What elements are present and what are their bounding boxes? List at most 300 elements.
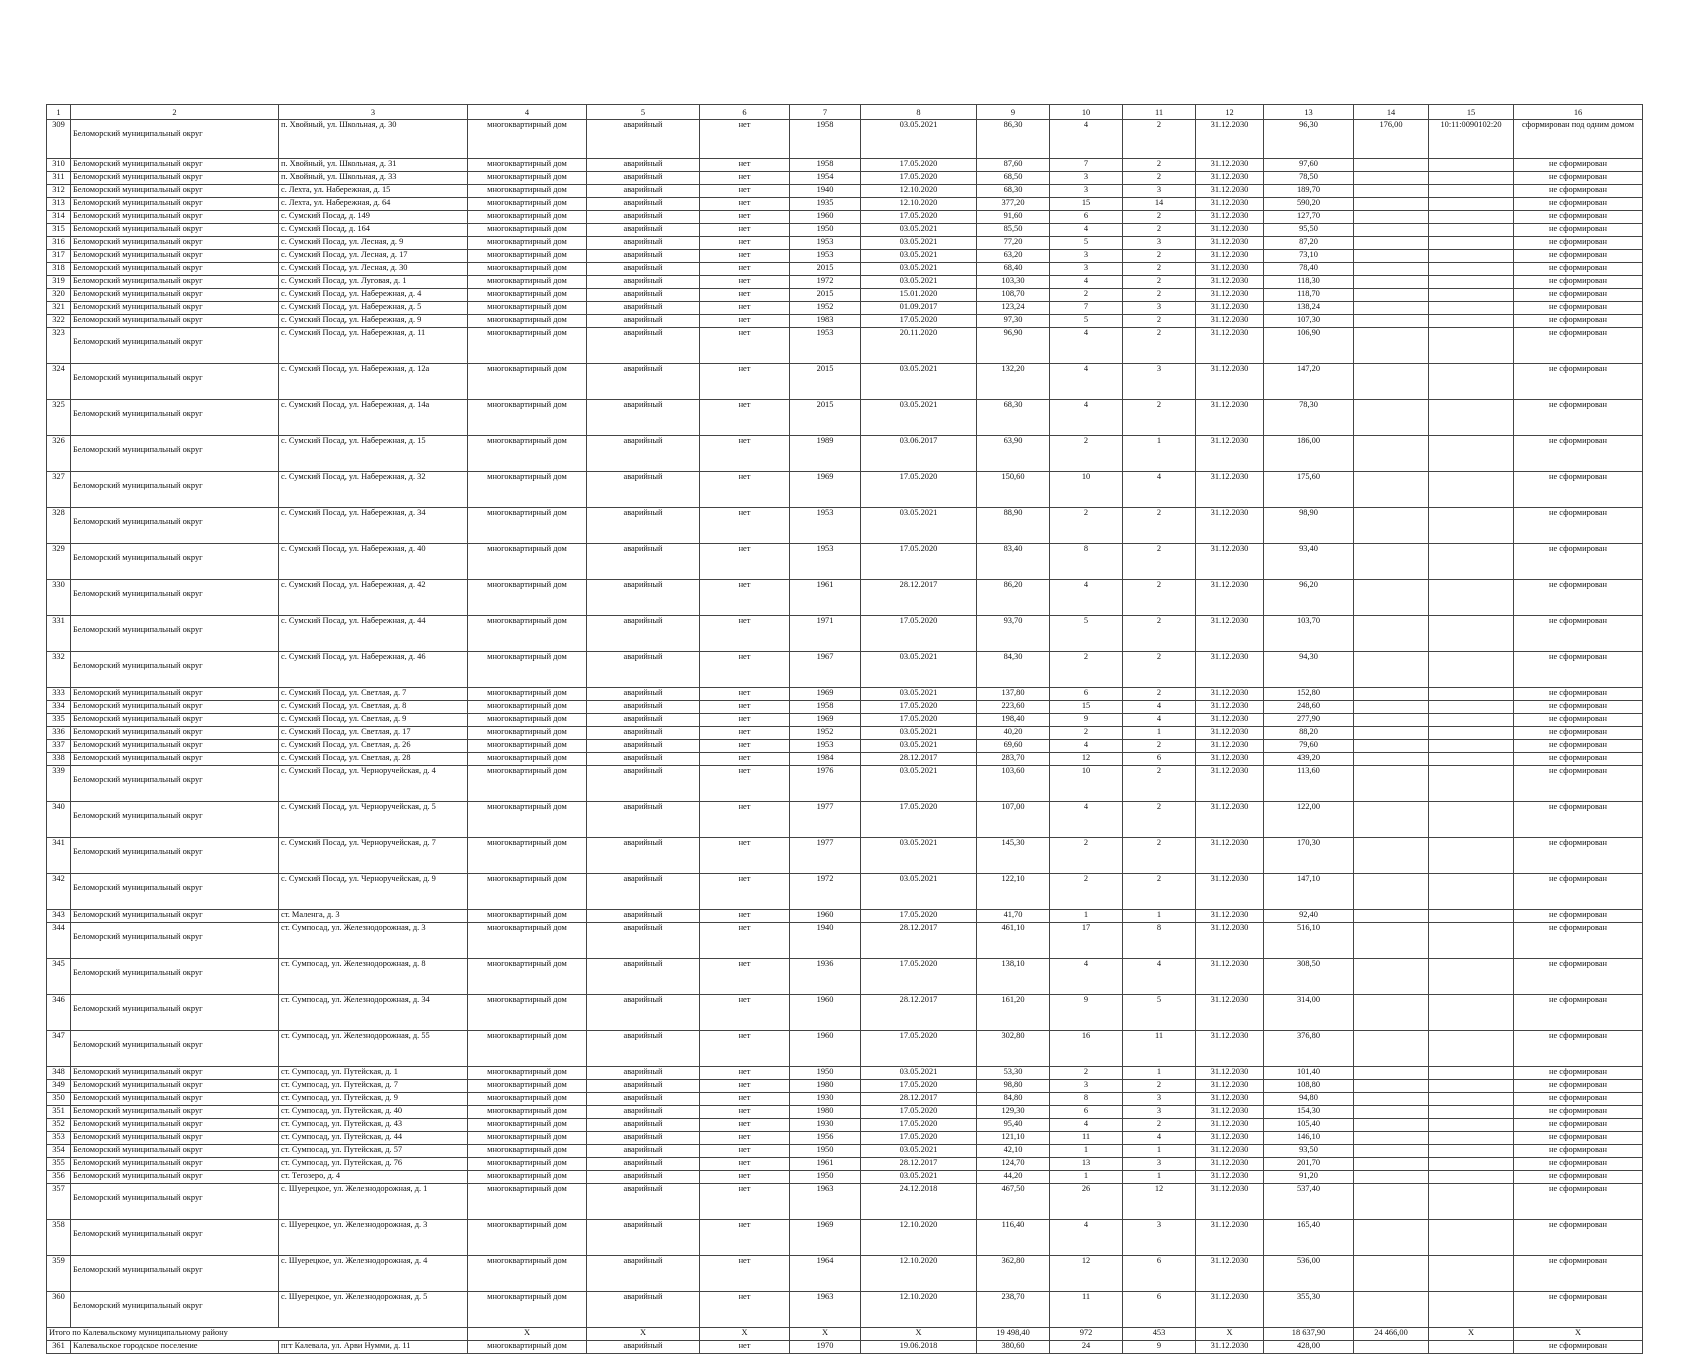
cell: 2 <box>1123 224 1196 237</box>
cell: Беломорский муниципальный округ <box>71 753 279 766</box>
cell: 5 <box>1050 237 1123 250</box>
cell <box>1429 1292 1514 1328</box>
cell: с. Сумский Посад, ул. Черноручейская, д. 9 <box>279 874 468 910</box>
cell: многоквартирный дом <box>468 172 587 185</box>
cell <box>1429 237 1514 250</box>
table-row <box>47 364 1643 400</box>
table-row <box>47 740 1643 753</box>
cell: 107,30 <box>1264 315 1354 328</box>
cell: с. Сумский Посад, ул. Черноручейская, д. 4 <box>279 766 468 802</box>
cell: 96,90 <box>977 328 1050 364</box>
cell <box>1354 172 1429 185</box>
cell: 161,20 <box>977 995 1050 1031</box>
cell <box>1354 910 1429 923</box>
cell: 4 <box>1050 120 1123 159</box>
cell: 31.12.2030 <box>1196 959 1264 995</box>
row-number-cell: 331 <box>47 616 71 652</box>
cell: 96,30 <box>1264 120 1354 159</box>
cell: не сформирован <box>1514 688 1643 701</box>
cell: аварийный <box>587 1341 700 1354</box>
cell: Беломорский муниципальный округ <box>71 472 279 508</box>
cell: 2 <box>1123 766 1196 802</box>
cell: Беломорский муниципальный округ <box>71 1031 279 1067</box>
cell: многоквартирный дом <box>468 289 587 302</box>
row-number-cell: 323 <box>47 328 71 364</box>
cell: нет <box>700 580 790 616</box>
cell: с. Сумский Посад, ул. Набережная, д. 32 <box>279 472 468 508</box>
cell: 31.12.2030 <box>1196 400 1264 436</box>
cell: 68,30 <box>977 400 1050 436</box>
cell: ст. Тегозеро, д. 4 <box>279 1171 468 1184</box>
cell: Беломорский муниципальный округ <box>71 172 279 185</box>
table-row <box>47 159 1643 172</box>
cell <box>1354 1171 1429 1184</box>
row-number-cell: 357 <box>47 1184 71 1220</box>
row-number-cell: 310 <box>47 159 71 172</box>
cell: не сформирован <box>1514 580 1643 616</box>
cell: 223,60 <box>977 701 1050 714</box>
cell: ст. Сумпосад, ул. Путейская, д. 1 <box>279 1067 468 1080</box>
cell: 31.12.2030 <box>1196 315 1264 328</box>
cell: 362,80 <box>977 1256 1050 1292</box>
total-cell: Х <box>1429 1328 1514 1341</box>
cell: 31.12.2030 <box>1196 701 1264 714</box>
cell: не сформирован <box>1514 959 1643 995</box>
cell: 88,20 <box>1264 727 1354 740</box>
cell: не сформирован <box>1514 838 1643 874</box>
cell: 2 <box>1123 544 1196 580</box>
cell: 31.12.2030 <box>1196 328 1264 364</box>
cell: 03.05.2021 <box>861 838 977 874</box>
cell: 1 <box>1050 910 1123 923</box>
cell: 1 <box>1123 727 1196 740</box>
cell: 1958 <box>790 701 861 714</box>
cell: 5 <box>1050 616 1123 652</box>
cell <box>1354 315 1429 328</box>
cell: многоквартирный дом <box>468 1132 587 1145</box>
cell: не сформирован <box>1514 302 1643 315</box>
cell: 10 <box>1050 472 1123 508</box>
cell: нет <box>700 472 790 508</box>
cell: 4 <box>1050 1220 1123 1256</box>
cell: 138,10 <box>977 959 1050 995</box>
total-cell: 18 637,90 <box>1264 1328 1354 1341</box>
cell: 03.05.2021 <box>861 652 977 688</box>
cell: 31.12.2030 <box>1196 714 1264 727</box>
cell: нет <box>700 328 790 364</box>
cell: 03.05.2021 <box>861 400 977 436</box>
cell: 461,10 <box>977 923 1050 959</box>
cell: Беломорский муниципальный округ <box>71 276 279 289</box>
cell: аварийный <box>587 328 700 364</box>
cell: не сформирован <box>1514 652 1643 688</box>
cell <box>1429 959 1514 995</box>
cell: с. Сумский Посад, ул. Набережная, д. 40 <box>279 544 468 580</box>
cell: Беломорский муниципальный округ <box>71 1106 279 1119</box>
cell: 1954 <box>790 172 861 185</box>
cell <box>1354 874 1429 910</box>
cell <box>1354 727 1429 740</box>
cell: 380,60 <box>977 1341 1050 1354</box>
cell: аварийный <box>587 302 700 315</box>
cell: 537,40 <box>1264 1184 1354 1220</box>
cell: аварийный <box>587 172 700 185</box>
cell: не сформирован <box>1514 1171 1643 1184</box>
cell: не сформирован <box>1514 1119 1643 1132</box>
cell: не сформирован <box>1514 874 1643 910</box>
cell: аварийный <box>587 740 700 753</box>
cell: 428,00 <box>1264 1341 1354 1354</box>
cell: Беломорский муниципальный округ <box>71 802 279 838</box>
cell: 2 <box>1123 874 1196 910</box>
cell: 165,40 <box>1264 1220 1354 1256</box>
cell: 1961 <box>790 580 861 616</box>
header-cell: 15 <box>1429 105 1514 120</box>
total-cell: Х <box>1196 1328 1264 1341</box>
cell: 68,40 <box>977 263 1050 276</box>
cell: Беломорский муниципальный округ <box>71 714 279 727</box>
cell: не сформирован <box>1514 995 1643 1031</box>
table-body <box>47 120 1643 1354</box>
table-row <box>47 1171 1643 1184</box>
row-number-cell: 318 <box>47 263 71 276</box>
cell: 1 <box>1123 1171 1196 1184</box>
cell: 2 <box>1123 616 1196 652</box>
cell: 88,90 <box>977 508 1050 544</box>
row-number-cell: 348 <box>47 1067 71 1080</box>
cell <box>1354 652 1429 688</box>
cell: 3 <box>1123 1158 1196 1171</box>
cell: 129,30 <box>977 1106 1050 1119</box>
cell: аварийный <box>587 652 700 688</box>
cell: 86,20 <box>977 580 1050 616</box>
cell: не сформирован <box>1514 172 1643 185</box>
cell: 283,70 <box>977 753 1050 766</box>
table-row <box>47 1184 1643 1220</box>
table-row <box>47 211 1643 224</box>
cell <box>1429 874 1514 910</box>
cell: 73,10 <box>1264 250 1354 263</box>
cell: 93,70 <box>977 616 1050 652</box>
cell: с. Сумский Посад, ул. Набережная, д. 42 <box>279 580 468 616</box>
cell: 03.05.2021 <box>861 224 977 237</box>
cell: 31.12.2030 <box>1196 1145 1264 1158</box>
cell: 95,50 <box>1264 224 1354 237</box>
cell: нет <box>700 688 790 701</box>
table-row <box>47 544 1643 580</box>
cell <box>1429 211 1514 224</box>
cell: Беломорский муниципальный округ <box>71 874 279 910</box>
cell: 03.05.2021 <box>861 688 977 701</box>
cell: 31.12.2030 <box>1196 120 1264 159</box>
cell: 31.12.2030 <box>1196 1184 1264 1220</box>
cell: многоквартирный дом <box>468 874 587 910</box>
cell: 1953 <box>790 508 861 544</box>
cell: многоквартирный дом <box>468 714 587 727</box>
cell: аварийный <box>587 766 700 802</box>
cell: 03.05.2021 <box>861 364 977 400</box>
cell: 31.12.2030 <box>1196 688 1264 701</box>
table-row <box>47 1341 1643 1354</box>
row-number-cell: 321 <box>47 302 71 315</box>
cell: 127,70 <box>1264 211 1354 224</box>
total-cell: 24 466,00 <box>1354 1328 1429 1341</box>
table-row <box>47 1119 1643 1132</box>
cell: 4 <box>1050 580 1123 616</box>
cell: 1969 <box>790 688 861 701</box>
cell: 1964 <box>790 1256 861 1292</box>
cell: 63,90 <box>977 436 1050 472</box>
cell: не сформирован <box>1514 1093 1643 1106</box>
cell: 12.10.2020 <box>861 198 977 211</box>
table-row <box>47 1220 1643 1256</box>
cell: аварийный <box>587 1145 700 1158</box>
cell: 1958 <box>790 159 861 172</box>
cell: 3 <box>1050 263 1123 276</box>
cell: 113,60 <box>1264 766 1354 802</box>
table-row <box>47 185 1643 198</box>
cell: 31.12.2030 <box>1196 302 1264 315</box>
cell <box>1354 159 1429 172</box>
cell: 15.01.2020 <box>861 289 977 302</box>
total-row <box>47 1328 1643 1341</box>
cell: 2015 <box>790 400 861 436</box>
cell: многоквартирный дом <box>468 211 587 224</box>
cell: 31.12.2030 <box>1196 652 1264 688</box>
cell <box>1429 802 1514 838</box>
row-number-cell: 338 <box>47 753 71 766</box>
cell: 03.05.2021 <box>861 120 977 159</box>
cell: Беломорский муниципальный округ <box>71 289 279 302</box>
cell <box>1354 959 1429 995</box>
cell <box>1354 185 1429 198</box>
cell: нет <box>700 714 790 727</box>
table-row <box>47 753 1643 766</box>
cell: не сформирован <box>1514 198 1643 211</box>
cell: нет <box>700 315 790 328</box>
cell: Беломорский муниципальный округ <box>71 250 279 263</box>
cell: 85,50 <box>977 224 1050 237</box>
cell <box>1429 714 1514 727</box>
cell: 1 <box>1050 1171 1123 1184</box>
cell: 12.10.2020 <box>861 1220 977 1256</box>
cell: аварийный <box>587 159 700 172</box>
cell: не сформирован <box>1514 159 1643 172</box>
cell: аварийный <box>587 959 700 995</box>
cell: не сформирован <box>1514 1256 1643 1292</box>
cell: нет <box>700 1256 790 1292</box>
cell <box>1354 766 1429 802</box>
cell: 16 <box>1050 1031 1123 1067</box>
cell: 1 <box>1123 910 1196 923</box>
cell: 1953 <box>790 237 861 250</box>
cell: 69,60 <box>977 740 1050 753</box>
cell <box>1354 1292 1429 1328</box>
cell: 17.05.2020 <box>861 159 977 172</box>
cell: аварийный <box>587 1031 700 1067</box>
cell: 4 <box>1050 740 1123 753</box>
cell: нет <box>700 1220 790 1256</box>
cell: 10 <box>1050 766 1123 802</box>
cell: Беломорский муниципальный округ <box>71 263 279 276</box>
cell: 7 <box>1050 159 1123 172</box>
table-row <box>47 328 1643 364</box>
cell: 17.05.2020 <box>861 1031 977 1067</box>
cell <box>1354 508 1429 544</box>
cell: 376,80 <box>1264 1031 1354 1067</box>
cell: нет <box>700 508 790 544</box>
table-row <box>47 263 1643 276</box>
cell: 78,50 <box>1264 172 1354 185</box>
column-number-header <box>47 105 1643 120</box>
cell: 20.11.2020 <box>861 328 977 364</box>
cell: 106,90 <box>1264 328 1354 364</box>
header-cell: 10 <box>1050 105 1123 120</box>
cell <box>1429 740 1514 753</box>
total-cell: Х <box>587 1328 700 1341</box>
cell: 1960 <box>790 211 861 224</box>
cell: Беломорский муниципальный округ <box>71 923 279 959</box>
cell: аварийный <box>587 508 700 544</box>
cell: Беломорский муниципальный округ <box>71 1184 279 1220</box>
header-cell: 7 <box>790 105 861 120</box>
cell: многоквартирный дом <box>468 508 587 544</box>
cell: многоквартирный дом <box>468 923 587 959</box>
cell: 2 <box>1123 1119 1196 1132</box>
cell: нет <box>700 276 790 289</box>
cell: Беломорский муниципальный округ <box>71 1132 279 1145</box>
row-number-cell: 324 <box>47 364 71 400</box>
cell <box>1354 753 1429 766</box>
cell: 1940 <box>790 923 861 959</box>
cell: 103,70 <box>1264 616 1354 652</box>
cell: многоквартирный дом <box>468 315 587 328</box>
cell: 124,70 <box>977 1158 1050 1171</box>
cell: 170,30 <box>1264 838 1354 874</box>
cell: нет <box>700 616 790 652</box>
cell: ст. Сумпосад, ул. Путейская, д. 76 <box>279 1158 468 1171</box>
cell: 1958 <box>790 120 861 159</box>
cell: не сформирован <box>1514 1184 1643 1220</box>
cell: Беломорский муниципальный округ <box>71 1292 279 1328</box>
cell: 87,20 <box>1264 237 1354 250</box>
cell: Беломорский муниципальный округ <box>71 616 279 652</box>
cell: не сформирован <box>1514 211 1643 224</box>
cell: не сформирован <box>1514 740 1643 753</box>
cell <box>1354 923 1429 959</box>
cell: 2 <box>1123 688 1196 701</box>
cell: Беломорский муниципальный округ <box>71 910 279 923</box>
cell: 122,10 <box>977 874 1050 910</box>
cell <box>1354 400 1429 436</box>
cell: с. Сумский Посад, ул. Светлая, д. 28 <box>279 753 468 766</box>
cell: с. Сумский Посад, ул. Светлая, д. 17 <box>279 727 468 740</box>
cell <box>1354 714 1429 727</box>
cell: 1980 <box>790 1080 861 1093</box>
row-number-cell: 359 <box>47 1256 71 1292</box>
cell: аварийный <box>587 910 700 923</box>
cell: нет <box>700 753 790 766</box>
cell: не сформирован <box>1514 1341 1643 1354</box>
cell: 3 <box>1050 185 1123 198</box>
cell: 9 <box>1050 995 1123 1031</box>
cell: 41,70 <box>977 910 1050 923</box>
table-row <box>47 1067 1643 1080</box>
cell: нет <box>700 727 790 740</box>
row-number-cell: 314 <box>47 211 71 224</box>
cell: многоквартирный дом <box>468 224 587 237</box>
cell: 17.05.2020 <box>861 315 977 328</box>
cell: 1936 <box>790 959 861 995</box>
cell: 31.12.2030 <box>1196 289 1264 302</box>
row-number-cell: 329 <box>47 544 71 580</box>
cell: с. Сумский Посад, ул. Набережная, д. 46 <box>279 652 468 688</box>
cell: 93,50 <box>1264 1145 1354 1158</box>
cell: 77,20 <box>977 237 1050 250</box>
cell: 1984 <box>790 753 861 766</box>
cell: с. Шуерецкое, ул. Железнодорожная, д. 5 <box>279 1292 468 1328</box>
cell: 17.05.2020 <box>861 714 977 727</box>
cell: аварийный <box>587 727 700 740</box>
cell: 68,30 <box>977 185 1050 198</box>
cell: 1961 <box>790 1158 861 1171</box>
header-cell: 8 <box>861 105 977 120</box>
row-number-cell: 344 <box>47 923 71 959</box>
cell: с. Сумский Посад, ул. Набережная, д. 44 <box>279 616 468 652</box>
cell: 2 <box>1050 508 1123 544</box>
row-number-cell: 313 <box>47 198 71 211</box>
cell: Беломорский муниципальный округ <box>71 328 279 364</box>
cell: аварийный <box>587 1171 700 1184</box>
cell: 8 <box>1050 1093 1123 1106</box>
cell: Беломорский муниципальный округ <box>71 364 279 400</box>
cell <box>1429 1106 1514 1119</box>
cell <box>1429 328 1514 364</box>
cell: 31.12.2030 <box>1196 923 1264 959</box>
cell: Беломорский муниципальный округ <box>71 185 279 198</box>
cell: 17.05.2020 <box>861 211 977 224</box>
cell: Беломорский муниципальный округ <box>71 838 279 874</box>
cell: 138,24 <box>1264 302 1354 315</box>
cell: 302,80 <box>977 1031 1050 1067</box>
cell: аварийный <box>587 701 700 714</box>
cell: Беломорский муниципальный округ <box>71 436 279 472</box>
cell: пгт Калевала, ул. Арви Нумми, д. 11 <box>279 1341 468 1354</box>
cell: нет <box>700 652 790 688</box>
cell: ст. Сумпосад, ул. Путейская, д. 7 <box>279 1080 468 1093</box>
cell: ст. Сумпосад, ул. Путейская, д. 43 <box>279 1119 468 1132</box>
cell: с. Шуерецкое, ул. Железнодорожная, д. 4 <box>279 1256 468 1292</box>
cell: 31.12.2030 <box>1196 436 1264 472</box>
cell: 6 <box>1123 1256 1196 1292</box>
cell: аварийный <box>587 120 700 159</box>
cell: многоквартирный дом <box>468 328 587 364</box>
cell: 467,50 <box>977 1184 1050 1220</box>
cell: ст. Сумпосад, ул. Путейская, д. 44 <box>279 1132 468 1145</box>
cell: многоквартирный дом <box>468 838 587 874</box>
cell: нет <box>700 874 790 910</box>
cell: 1969 <box>790 1220 861 1256</box>
header-cell: 16 <box>1514 105 1643 120</box>
cell: нет <box>700 1292 790 1328</box>
cell: 01.09.2017 <box>861 302 977 315</box>
cell: 4 <box>1050 276 1123 289</box>
cell: не сформирован <box>1514 1145 1643 1158</box>
cell: 6 <box>1050 211 1123 224</box>
cell: п. Хвойный, ул. Школьная, д. 30 <box>279 120 468 159</box>
cell: 17.05.2020 <box>861 616 977 652</box>
cell: 84,80 <box>977 1093 1050 1106</box>
